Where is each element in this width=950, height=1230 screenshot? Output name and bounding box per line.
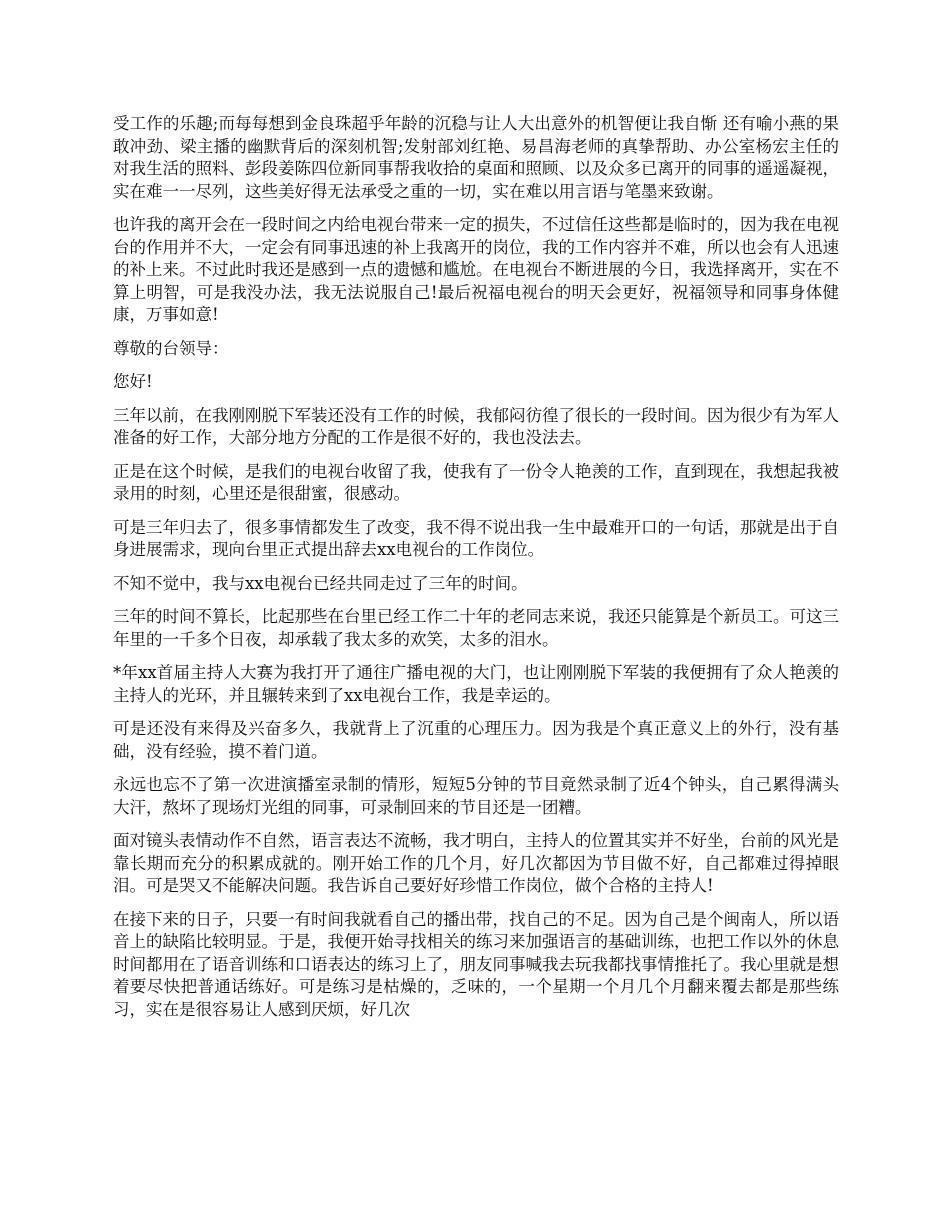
paragraph-host-contest: *年xx首届主持人大赛为我打开了通往广播电视的大门，也让刚刚脱下军装的我便拥有了众人艳羡的主持人的光环，并且辗转来到了xx电视台工作，我是幸运的。 [113, 663, 839, 705]
paragraph-practice: 在接下来的日子，只要一有时间我就看自己的播出带，找自己的不足。因为自己是个闽南人，所以语音上的缺陷比较明显。于是，我便开始寻找相关的练习来加强语言的基础训练，也把工作以外的休息时间都用在了语音训练和口语表达的练习上了，朋友同事喊我去玩我都找事情推托了。我心里就是想着要尽快把普通话练好。可是练习是枯燥的，乏味的，一个星期一个月几个月翻来覆去都是那些练习，实在是很容易让人感到厌烦，好几次 [113, 909, 839, 1019]
paragraph-three-years-together: 不知不觉中，我与xx电视台已经共同走过了三年的时间。 [113, 573, 528, 593]
paragraph-resignation: 可是三年归去了，很多事情都发生了改变，我不得不说出我一生中最难开口的一句话，那就是出于自身进展需求，现向台里正式提出辞去xx电视台的工作岗位。 [113, 517, 839, 559]
paragraph-first-recording: 永远也忘不了第一次进演播室录制的情形，短短5分钟的节目竟然录制了近4个钟头，自己累得满头大汗，熬坏了现场灯光组的同事，可录制回来的节目还是一团糟。 [113, 775, 839, 817]
paragraph-camera: 面对镜头表情动作不自然，语言表达不流畅，我才明白，主持人的位置其实并不好坐，台前的风光是靠长期而充分的积累成就的。刚开始工作的几个月，好几次都因为节目做不好，自己都难过得掉眼泪。可是哭又不能解决问题。我告诉自己要好好珍惜工作岗位，做个合格的主持人! [113, 831, 839, 895]
paragraph-hired: 正是在这个时候，是我们的电视台收留了我，使我有了一份令人艳羡的工作，直到现在，我想起我被录用的时刻，心里还是很甜蜜，很感动。 [113, 461, 839, 503]
paragraph-new-staff: 三年的时间不算长，比起那些在台里已经工作二十年的老同志来说，我还只能算是个新员工。可这三年里的一千多个日夜，却承载了我太多的欢笑，太多的泪水。 [113, 607, 839, 649]
paragraph-gratitude: 受工作的乐趣;而每每想到金良珠超乎年龄的沉稳与让人大出意外的机智便让我自惭 还有喻小燕的果敢冲劲、梁主播的幽默背后的深刻机智;发射部刘红艳、易昌海老师的真挚帮助、办公室杨宏主任的对我生活的照料、彭段姜陈四位新同事帮我收拾的桌面和照顾、以及众多已离开的同事的遥遥凝视，实在难一一尽列，这些美好得无法承受之重的一切，实在难以用言语与笔墨来致谢。 [113, 114, 839, 201]
paragraph-pressure: 可是还没有来得及兴奋多久，我就背上了沉重的心理压力。因为我是个真正意义上的外行，没有基础，没有经验，摸不着门道。 [113, 719, 839, 761]
salutation: 尊敬的台领导： [113, 338, 229, 358]
paragraph-three-years-ago: 三年以前，在我刚刚脱下军装还没有工作的时候，我郁闷彷徨了很长的一段时间。因为很少有为军人准备的好工作，大部分地方分配的工作是很不好的，我也没法去。 [113, 405, 839, 447]
greeting: 您好! [113, 372, 153, 391]
document-body [113, 113, 839, 1032]
paragraph-departure: 也许我的离开会在一段时间之内给电视台带来一定的损失，不过信任这些都是临时的，因为我在电视台的作用并不大，一定会有同事迅速的补上我离开的岗位，我的工作内容并不难，所以也会有人迅速的补上来。不过此时我还是感到一点的遗憾和尴尬。在电视台不断进展的今日，我选择离开，实在不算上明智，可是我没办法，我无法说服自己!最后祝福电视台的明天会更好，祝福领导和同事身体健康，万事如意! [113, 215, 839, 324]
